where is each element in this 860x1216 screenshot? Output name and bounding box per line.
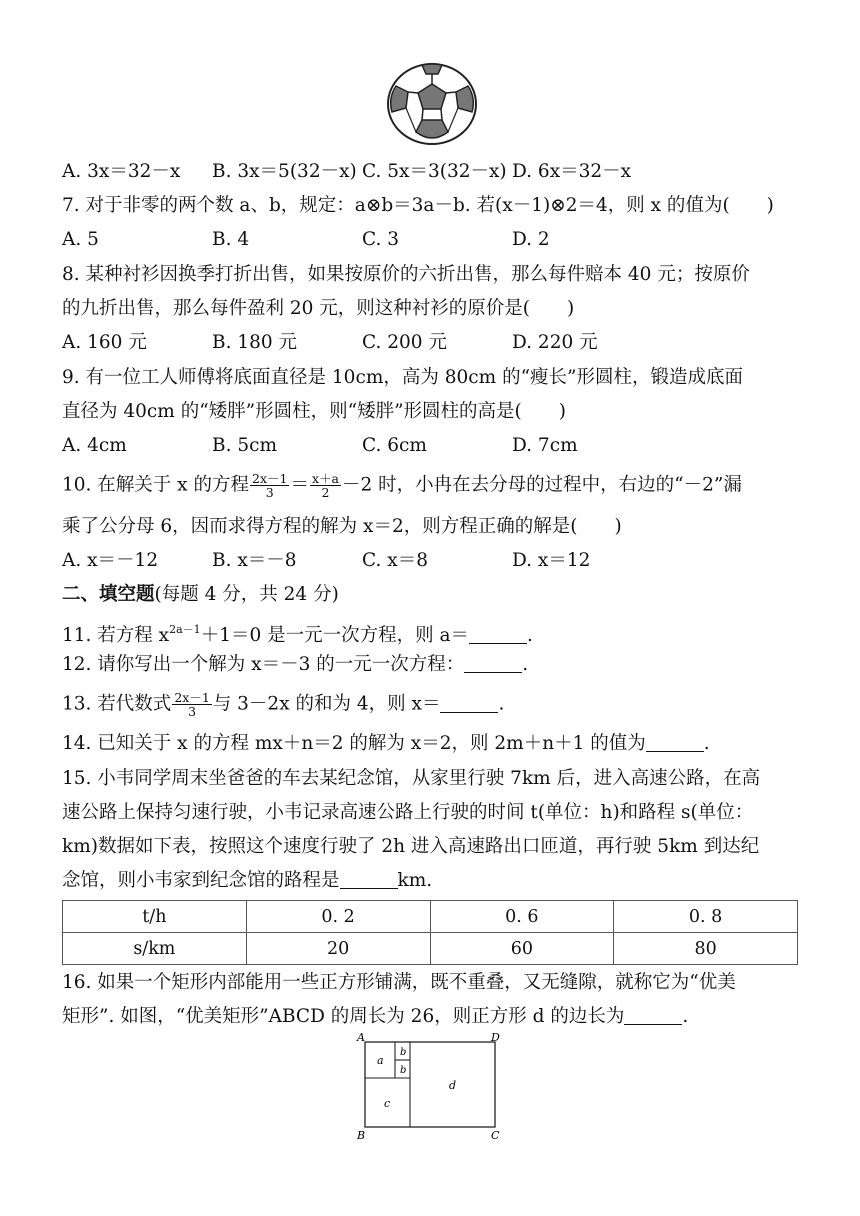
table-cell: t/h: [63, 901, 247, 933]
table-cell: 60: [430, 933, 614, 965]
q7-option-b[interactable]: B. 4: [212, 229, 250, 250]
q11-answer-blank[interactable]: [469, 623, 527, 644]
q15-data-table: [62, 900, 798, 965]
table-cell: 80: [614, 933, 798, 965]
q9-line2: 直径为 40cm 的“矮胖”形圆柱，则“矮胖”形圆柱的高是( ): [62, 401, 566, 422]
q10-line1: [62, 472, 742, 499]
q14-pre: 14. 已知关于 x 的方程 mx＋n＝2 的解为 x＝2，则 2m＋n＋1 的值为: [62, 733, 646, 754]
table-cell: 0. 2: [246, 901, 430, 933]
q10-option-b[interactable]: B. x＝－8: [212, 550, 297, 571]
q15-line1: 15. 小韦同学周末坐爸爸的车去某纪念馆，从家里行驶 7km 后，进入高速公路，在高: [62, 768, 761, 789]
q10-frac2-den: 2: [321, 485, 330, 500]
q6-option-d[interactable]: D. 6x＝32－x: [512, 161, 632, 182]
q13-end: .: [498, 693, 505, 715]
vertex-label-b: B: [357, 1129, 366, 1142]
q10-option-c[interactable]: C. x＝8: [362, 550, 428, 571]
q8-option-d[interactable]: D. 220 元: [512, 332, 598, 353]
q14-text: [62, 731, 710, 757]
q15-line4-post: km.: [397, 870, 433, 891]
q10-pre: 10. 在解关于 x 的方程: [62, 474, 249, 496]
figure-label-c: c: [384, 1097, 391, 1110]
table-row: [63, 901, 798, 933]
q16-rectangle-figure: [355, 1030, 515, 1145]
table-cell: 0. 6: [430, 901, 614, 933]
figure-label-d: d: [449, 1079, 457, 1092]
q9-option-a[interactable]: A. 4cm: [62, 435, 127, 456]
q16-line2-end: .: [682, 1006, 689, 1027]
q10-post: －2 时，小冉在去分母的过程中，右边的“－2”漏: [342, 474, 742, 496]
q8-option-c[interactable]: C. 200 元: [362, 332, 447, 353]
section2-note: (每题 4 分，共 24 分): [154, 584, 339, 605]
q13-pre: 13. 若代数式: [62, 693, 172, 715]
q9-option-d[interactable]: D. 7cm: [512, 435, 578, 456]
q8-line1: 8. 某种衬衫因换季打折出售，如果按原价的六折出售，那么每件赔本 40 元；按原价: [62, 264, 750, 285]
q12-answer-blank[interactable]: [464, 652, 522, 673]
q13-frac-den: 3: [188, 704, 197, 719]
q7-option-d[interactable]: D. 2: [512, 229, 550, 250]
q14-answer-blank[interactable]: [646, 731, 704, 752]
q16-line2-pre: 矩形”. 如图，“优美矩形”ABCD 的周长为 26，则正方形 d 的边长为: [62, 1006, 625, 1027]
q12-end: .: [522, 654, 529, 675]
q11-exponent: 2a－1: [169, 623, 201, 636]
q15-line4: [62, 868, 432, 894]
q10-line2: 乘了公分母 6，因而求得方程的解为 x＝2，则方程正确的解是( ): [62, 516, 622, 537]
q8-option-b[interactable]: B. 180 元: [212, 332, 298, 353]
q7-option-a[interactable]: A. 5: [62, 229, 99, 250]
q14-end: .: [703, 733, 710, 754]
q15-answer-blank[interactable]: [340, 868, 398, 889]
q9-line1: 9. 有一位工人师傅将底面直径是 10cm，高为 80cm 的“瘦长”形圆柱，锻造成底面: [62, 367, 743, 388]
table-row: [63, 933, 798, 965]
q13-text: [62, 691, 504, 718]
section2-title: 二、填空题: [62, 584, 155, 605]
section2-heading: [62, 582, 339, 608]
q10-fraction-left: [250, 472, 289, 499]
q12-text: [62, 652, 528, 678]
table-cell: s/km: [63, 933, 247, 965]
q15-line4-pre: 念馆，则小韦家到纪念馆的路程是: [62, 870, 340, 891]
q13-post: 与 3－2x 的和为 4，则 x＝: [212, 693, 441, 715]
q16-line2: [62, 1004, 688, 1030]
table-cell: 0. 8: [614, 901, 798, 933]
figure-label-b1: b: [400, 1047, 407, 1058]
q7-option-c[interactable]: C. 3: [362, 229, 400, 250]
q12-pre: 12. 请你写出一个解为 x＝－3 的一元一次方程：: [62, 654, 465, 675]
q16-line1: 16. 如果一个矩形内部能用一些正方形铺满，既不重叠，又无缝隙，就称它为“优美: [62, 972, 736, 993]
q11-end: .: [527, 625, 533, 646]
figure-label-a: a: [377, 1054, 384, 1067]
q9-option-c[interactable]: C. 6cm: [362, 435, 427, 456]
q8-line2: 的九折出售，那么每件盈利 20 元，则这种衬衫的原价是( ): [62, 298, 575, 319]
q13-fraction: [172, 691, 211, 718]
q10-option-a[interactable]: A. x＝－12: [62, 550, 159, 571]
q10-eq: ＝: [290, 474, 309, 496]
q10-frac1-num: 2x－1: [252, 471, 288, 486]
vertex-label-a: A: [357, 1031, 365, 1044]
q15-line2: 速公路上保持匀速行驶，小韦记录高速公路上行驶的时间 t(单位：h)和路程 s(单位：: [62, 802, 754, 823]
q11-text: [62, 617, 533, 649]
q10-frac1-den: 3: [265, 485, 274, 500]
q15-line3: km)数据如下表，按照这个速度行驶了 2h 进入高速路出口匝道，再行驶 5km 到达纪: [62, 836, 760, 857]
vertex-label-d: D: [491, 1031, 500, 1044]
soccer-ball-icon: [386, 62, 478, 146]
figure-label-b2: b: [400, 1065, 407, 1076]
q7-text: 7. 对于非零的两个数 a、b，规定：a⊗b＝3a－b. 若(x－1)⊗2＝4，则 x 的值为( ): [62, 195, 774, 216]
table-cell: 20: [246, 933, 430, 965]
q10-fraction-right: [310, 472, 341, 499]
vertex-label-c: C: [491, 1129, 500, 1142]
q6-option-b[interactable]: B. 3x＝5(32－x): [212, 161, 357, 182]
q10-frac2-num: x＋a: [311, 471, 339, 486]
q13-frac-num: 2x－1: [174, 690, 210, 705]
q10-option-d[interactable]: D. x＝12: [512, 550, 591, 571]
q6-option-a[interactable]: A. 3x＝32－x: [62, 161, 181, 182]
q11-pre: 11. 若方程 x: [62, 625, 170, 646]
q9-option-b[interactable]: B. 5cm: [212, 435, 278, 456]
q13-answer-blank[interactable]: [440, 692, 498, 713]
q8-option-a[interactable]: A. 160 元: [62, 332, 147, 353]
q11-post: ＋1＝0 是一元一次方程，则 a＝: [200, 625, 470, 646]
q6-option-c[interactable]: C. 5x＝3(32－x): [362, 161, 507, 182]
q16-answer-blank[interactable]: [624, 1004, 682, 1025]
